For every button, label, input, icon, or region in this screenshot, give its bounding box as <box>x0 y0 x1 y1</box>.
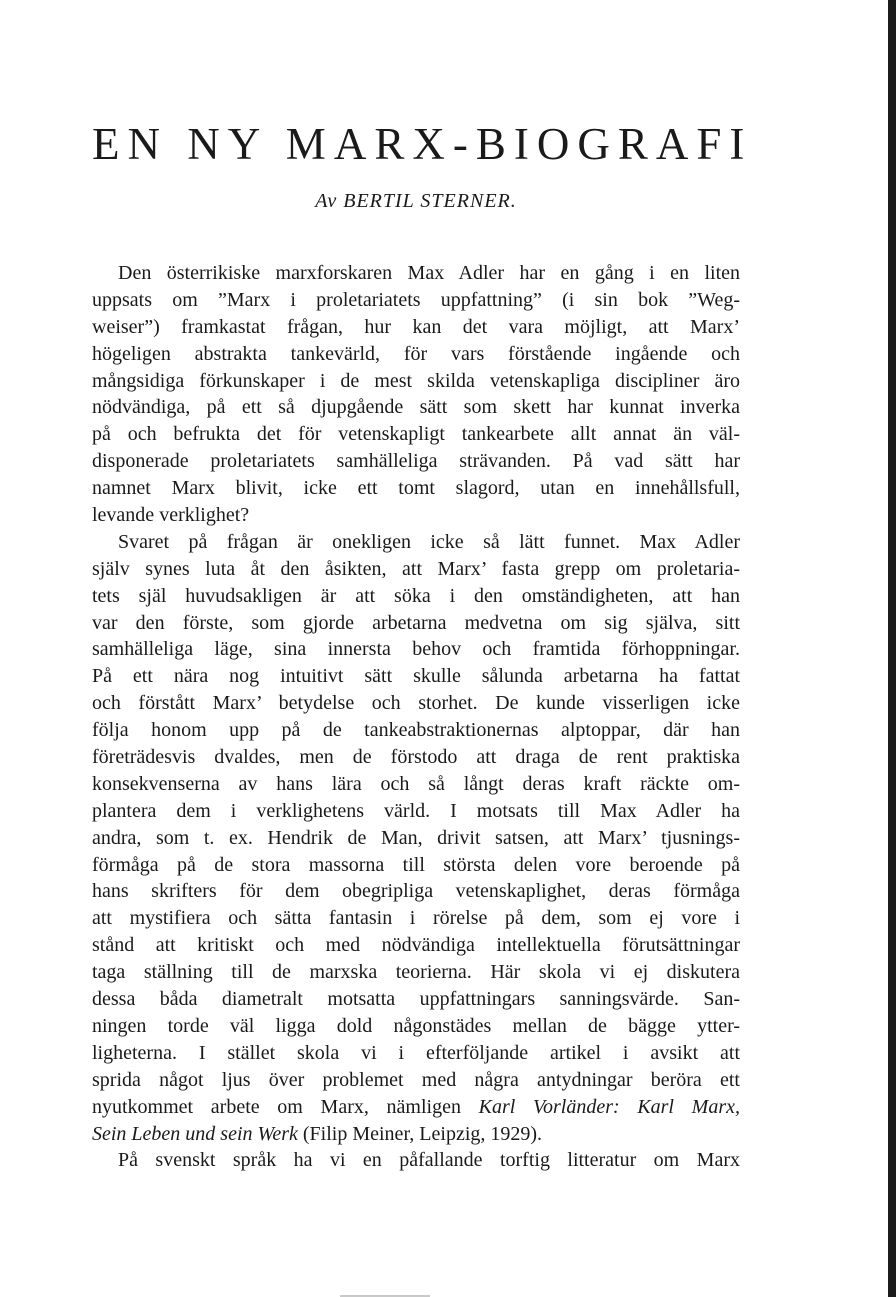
publisher-info: (Filip Meiner, Leipzig, 1929). <box>297 1122 543 1145</box>
text-line: Den österrikiske marxforskaren Max Adler har en gång i en liten <box>118 262 740 284</box>
text-line: nödvändiga, på ett så djupgående sätt som skett har kunnat inverka <box>92 396 740 419</box>
text-line: levande verklighet? <box>92 504 250 527</box>
text-line: uppsats om ”Marx i proletariatets uppfattning” (i sin bok ”Weg- <box>92 288 740 311</box>
text-line: mångsidiga förkunskaper i de mest skilda vetenskapliga discipliner äro <box>92 369 740 392</box>
page-edge-shadow <box>888 0 896 1297</box>
article-title: EN NY MARX-BIOGRAFI <box>92 119 753 169</box>
article-byline: Av BERTIL STERNER. <box>315 190 517 212</box>
text-line: att mystifiera och sätta fantasin i rörelse på dem, som ej vore i <box>92 907 740 930</box>
text-line-citation <box>92 1094 740 1121</box>
paragraph-1 <box>92 260 740 529</box>
text-line: stånd att kritiskt och med nödvändiga intellektuella förutsättningar <box>92 934 740 957</box>
text-line: tets själ huvudsakligen är att söka i den omständigheten, att han <box>92 584 740 607</box>
text-line: förmåga på de stora massorna till största delen vore beroende på <box>92 853 740 876</box>
text-line: På svenskt språk ha vi en påfallande torftig litteratur om Marx <box>118 1149 740 1172</box>
article-body <box>92 260 740 1174</box>
text-line: följa honom upp på de tankeabstraktionernas alptoppar, där han <box>92 719 740 742</box>
book-title-part-2: Sein Leben und sein Werk <box>92 1122 298 1145</box>
text-line: själv synes luta åt den åsikten, att Marx’ fasta grepp om proletaria- <box>92 557 740 580</box>
document-page <box>92 0 753 1297</box>
text-line: hans skrifters för dem obegripliga vetenskaplighet, deras förmåga <box>92 880 740 903</box>
text-line: på och befrukta det för vetenskapligt tankearbete allt annat än väl- <box>92 423 740 446</box>
citation-lead-text: nyutkommet arbete om Marx, nämligen <box>92 1095 479 1118</box>
text-line: och förstått Marx’ betydelse och storhet. De kunde visserligen icke <box>92 692 740 715</box>
text-line: På ett nära nog intuitivt sätt skulle sålunda arbetarna ha fattat <box>92 665 740 688</box>
text-line: Svaret på frågan är onekligen icke så lätt funnet. Max Adler <box>118 530 740 553</box>
text-line: ligheterna. I stället skola vi i efterföljande artikel i avsikt att <box>92 1041 740 1064</box>
text-line: dessa båda diametralt motsatta uppfattningars sanningsvärde. San- <box>92 988 740 1011</box>
paragraph-2 <box>92 529 740 1147</box>
text-line-citation <box>92 1121 740 1148</box>
text-line: högeligen abstrakta tankevärld, för vars förstående ingående och <box>92 342 740 365</box>
text-line: konsekvenserna av hans lära och så långt deras kraft räckte om- <box>92 772 740 795</box>
text-line: ningen torde väl ligga dold någonstädes mellan de bägge ytter- <box>92 1014 740 1037</box>
text-line: företrädesvis dvaldes, men de förstodo att draga de rent praktiska <box>92 746 740 769</box>
text-line: taga ställning till de marxska teorierna. Här skola vi ej diskutera <box>92 961 740 984</box>
text-line: weiser”) framkastat frågan, hur kan det vara möjligt, att Marx’ <box>92 315 740 338</box>
text-line: namnet Marx blivit, icke ett tomt slagord, utan en innehållsfull, <box>92 477 740 500</box>
text-line: disponerade proletariatets samhälleliga strävanden. På vad sätt har <box>92 450 740 473</box>
book-title-part-1: Karl Vorländer: Karl Marx, <box>478 1095 740 1118</box>
text-line: plantera dem i verklighetens värld. I motsats till Max Adler ha <box>92 799 740 822</box>
text-line: sprida något ljus över problemet med några antydningar beröra ett <box>92 1068 740 1091</box>
text-line: var den förste, som gjorde arbetarna medvetna om sig själva, sitt <box>92 611 740 634</box>
text-line: samhälleliga läge, sina innersta behov och framtida förhoppningar. <box>92 638 740 661</box>
text-line: andra, som t. ex. Hendrik de Man, drivit satsen, att Marx’ tjusnings- <box>92 826 740 849</box>
paragraph-3 <box>92 1147 740 1174</box>
